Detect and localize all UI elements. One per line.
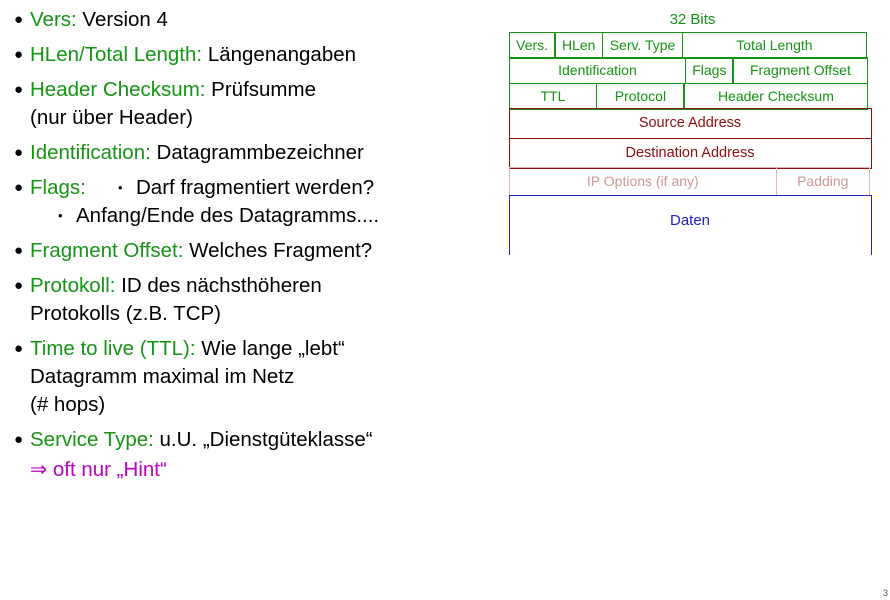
bullet-dot-icon: ● [14, 179, 24, 196]
bullet-dot-icon: ● [14, 46, 24, 63]
list-item [14, 335, 494, 419]
term-label: Time to live (TTL): [30, 337, 196, 360]
term-continuation: Protokolls (z.B. TCP) [30, 302, 221, 325]
term-note: ⇒ oft nur „Hint“ [30, 458, 167, 481]
term-label: Protokoll: [30, 274, 116, 297]
term-continuation: Datagramm maximal im Netz [30, 365, 295, 388]
field-source-address: Source Address [509, 108, 872, 139]
field-data-payload: Daten [509, 195, 872, 255]
field-ip-options: IP Options (if any) [509, 167, 778, 196]
header-row-7 [510, 196, 873, 255]
list-item [14, 6, 494, 34]
field-fragment-offset: Fragment Offset [732, 57, 868, 84]
sub-item-label: Anfang/Ende des Datagramms.... [76, 204, 380, 227]
term-description: Längenangaben [207, 43, 357, 66]
field-hlen: HLen [554, 32, 603, 59]
list-item [14, 272, 494, 328]
header-row-1 [510, 33, 873, 59]
ip-header-diagram [510, 10, 875, 255]
bullet-dot-icon: ● [14, 340, 24, 357]
header-row-2 [510, 59, 873, 85]
header-row-5 [510, 139, 873, 169]
bullet-list [14, 6, 494, 491]
list-item [14, 76, 494, 132]
bullet-dot-icon: ● [14, 144, 24, 161]
term-label: Vers: [30, 8, 77, 31]
field-flags: Flags [685, 57, 734, 84]
list-item [14, 139, 494, 167]
field-protocol: Protocol [596, 83, 685, 110]
term-description: Wie lange „lebt“ [201, 337, 345, 360]
slide-number: 3 [882, 588, 888, 598]
header-row-3 [510, 84, 873, 110]
bits-width-label: 32 Bits [669, 11, 716, 28]
field-total-length: Total Length [682, 32, 867, 59]
bullet-dot-icon: ● [14, 431, 24, 448]
field-identification: Identification [509, 57, 687, 84]
field-header-checksum: Header Checksum [683, 83, 868, 110]
field-version: Vers. [509, 32, 556, 59]
term-label: HLen/Total Length: [30, 43, 203, 66]
term-label: Service Type: [30, 428, 154, 451]
term-description: Prüfsumme [211, 78, 316, 101]
field-ttl: TTL [509, 83, 598, 110]
sub-bullet-dot-icon: • [118, 180, 123, 195]
term-description: u.U. „Dienstgüteklasse“ [159, 428, 373, 451]
term-label: Fragment Offset: [30, 239, 184, 262]
term-description: Version 4 [82, 8, 168, 31]
list-item [14, 174, 494, 230]
term-continuation: (nur über Header) [30, 106, 193, 129]
field-padding: Padding [776, 167, 870, 196]
term-label: Header Checksum: [30, 78, 206, 101]
bullet-dot-icon: ● [14, 242, 24, 259]
term-description: Datagrammbezeichner [156, 141, 364, 164]
term-continuation: (# hops) [30, 393, 106, 416]
bullet-dot-icon: ● [14, 81, 24, 98]
field-service-type: Serv. Type [602, 32, 684, 59]
list-item [14, 237, 494, 265]
bullet-dot-icon: ● [14, 277, 24, 294]
header-row-6 [510, 169, 873, 197]
list-item [14, 41, 494, 69]
header-row-4 [510, 110, 873, 140]
term-label: Flags: [30, 176, 86, 199]
term-description: Welches Fragment? [189, 239, 373, 262]
term-description: ID des nächsthöheren [121, 274, 322, 297]
sub-bullet-dot-icon: • [58, 208, 63, 223]
term-label: Identification: [30, 141, 151, 164]
sub-item-label: Darf fragmentiert werden? [136, 176, 375, 199]
field-destination-address: Destination Address [509, 138, 872, 169]
list-item [14, 426, 494, 484]
bullet-dot-icon: ● [14, 11, 24, 28]
